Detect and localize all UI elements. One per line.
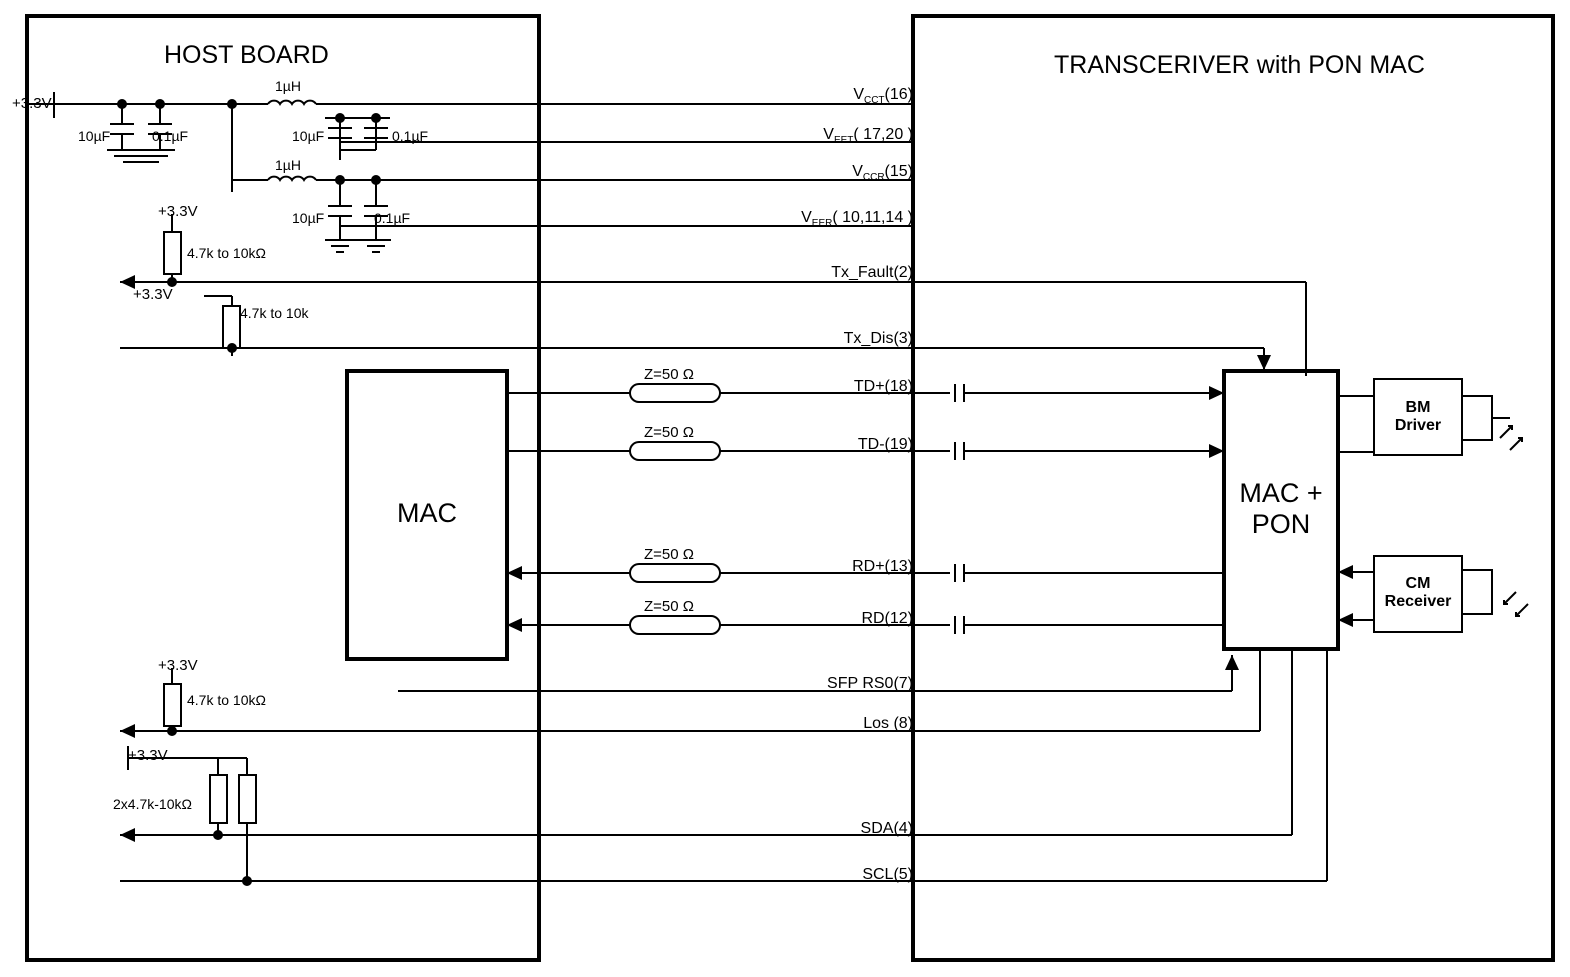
resistor-label-1: 4.7k to 10kΩ xyxy=(187,245,266,261)
supply-label-2: +3.3V xyxy=(158,203,198,220)
mac-pon-block-label xyxy=(1224,478,1338,540)
supply-label-3: +3.3V xyxy=(133,286,173,303)
signal-label-los: Los (8) xyxy=(863,715,913,732)
cm-receiver-label xyxy=(1374,575,1462,612)
mac-pon-line2: PON xyxy=(1251,509,1311,540)
signal-label-td-minus: TD-(19) xyxy=(857,436,913,453)
cap-label-c2: 0.1µF xyxy=(374,210,411,226)
cap-label-a1: 10µF xyxy=(78,128,111,144)
signal-name: V xyxy=(852,163,863,180)
supply-label-4: +3.3V xyxy=(158,657,198,674)
signal-name: V xyxy=(853,86,864,103)
resistor-label-4: 2x4.7k-10kΩ xyxy=(113,796,192,812)
impedance-label-td-minus: Z=50 Ω xyxy=(644,424,694,441)
mac-block-label: MAC xyxy=(397,498,457,528)
signal-label-sda: SDA(4) xyxy=(860,820,913,837)
signal-pins: (16) xyxy=(884,86,913,103)
cap-label-c1: 10µF xyxy=(292,210,325,226)
bm-driver-label xyxy=(1374,399,1462,436)
signal-label-rd-plus: RD+(13) xyxy=(852,558,913,575)
cap-label-b1: 10µF xyxy=(292,128,325,144)
signal-name: V xyxy=(801,209,812,226)
signal-label-vcct xyxy=(713,86,913,106)
supply-label-5: +3.3V xyxy=(128,747,168,764)
signal-subscript: CCR xyxy=(862,172,885,184)
cap-label-b2: 0.1µF xyxy=(392,128,429,144)
bm-driver-line2: Driver xyxy=(1394,417,1442,435)
signal-label-veer xyxy=(703,209,913,229)
signal-subscript: EER xyxy=(811,218,833,230)
signal-label-veet xyxy=(713,126,913,146)
signal-label-rd-minus: RD(12) xyxy=(861,610,913,627)
cap-label-a2: 0.1µF xyxy=(152,128,189,144)
transceiver-title: TRANSCERIVER with PON MAC xyxy=(1054,51,1425,79)
mac-pon-line1: MAC + xyxy=(1239,478,1323,508)
signal-pins: ( 17,20 ) xyxy=(853,126,913,143)
signal-label-sfp-rs0: SFP RS0(7) xyxy=(827,675,913,692)
signal-label-tx-dis: Tx_Dis(3) xyxy=(843,330,913,347)
signal-label-tx-fault: Tx_Fault(2) xyxy=(831,264,913,281)
supply-label-1: +3.3V xyxy=(12,95,52,112)
signal-pins: (15) xyxy=(884,163,913,180)
impedance-label-td-plus: Z=50 Ω xyxy=(644,366,694,383)
signal-name: V xyxy=(823,126,834,143)
signal-label-td-plus: TD+(18) xyxy=(853,378,913,395)
signal-label-vccr xyxy=(713,163,913,183)
impedance-label-rd-plus: Z=50 Ω xyxy=(644,546,694,563)
signal-subscript: CCT xyxy=(863,95,885,107)
cm-receiver-line2: Receiver xyxy=(1384,593,1452,611)
signal-pins: ( 10,11,14 ) xyxy=(832,209,913,226)
bm-driver-line1: BM xyxy=(1405,399,1431,416)
inductor-label-1: 1µH xyxy=(275,78,301,94)
impedance-label-rd-minus: Z=50 Ω xyxy=(644,598,694,615)
inductor-label-2: 1µH xyxy=(275,157,301,173)
signal-label-scl: SCL(5) xyxy=(862,866,913,883)
host-board-title: HOST BOARD xyxy=(164,41,329,69)
cm-receiver-line1: CM xyxy=(1405,575,1431,592)
resistor-label-2: 4.7k to 10k xyxy=(240,305,309,321)
signal-subscript: EET xyxy=(833,135,854,147)
resistor-label-3: 4.7k to 10kΩ xyxy=(187,692,266,708)
